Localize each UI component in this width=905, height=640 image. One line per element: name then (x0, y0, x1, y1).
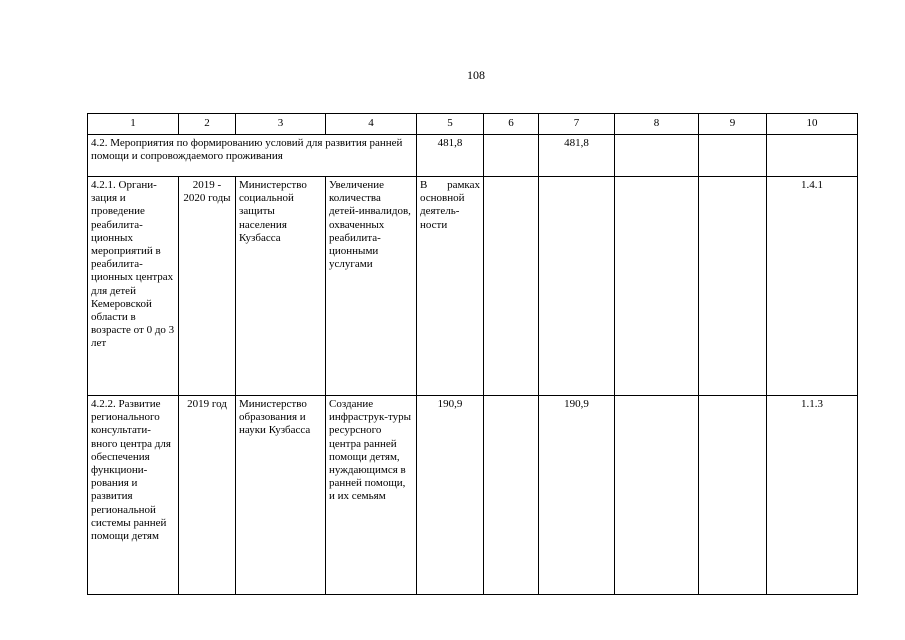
row-executor: Министерство образования и науки Кузбасса (236, 396, 326, 595)
header-cell-5: 5 (417, 114, 484, 135)
row-col10: 1.1.3 (767, 396, 858, 595)
section-col7: 481,8 (539, 135, 615, 177)
section-title: 4.2. Мероприятия по формированию условий для развития ранней помощи и сопровождаемого проживания (88, 135, 417, 177)
row-result: Увеличение количества детей-инвалидов, охваченных реабилита-ционными услугами (326, 177, 417, 396)
header-cell-7: 7 (539, 114, 615, 135)
header-row (88, 114, 858, 135)
row-col6 (484, 396, 539, 595)
table-row (88, 396, 858, 595)
header-cell-9: 9 (699, 114, 767, 135)
table-row (88, 177, 858, 396)
section-col8 (615, 135, 699, 177)
row-col9 (699, 396, 767, 595)
header-cell-6: 6 (484, 114, 539, 135)
row-col8 (615, 177, 699, 396)
section-col9 (699, 135, 767, 177)
header-cell-8: 8 (615, 114, 699, 135)
row-executor: Министерство социальной защиты населения Кузбасса (236, 177, 326, 396)
row-col6 (484, 177, 539, 396)
row-col7: 190,9 (539, 396, 615, 595)
row-name: 4.2.1. Органи-зация и проведение реабилита-ционных мероприятий в реабилита-ционных центрах для детей Кемеровской области в возрасте от 0 до 3 лет (88, 177, 179, 396)
row-col10: 1.4.1 (767, 177, 858, 396)
section-col5: 481,8 (417, 135, 484, 177)
header-cell-3: 3 (236, 114, 326, 135)
section-col6 (484, 135, 539, 177)
header-cell-1: 1 (88, 114, 179, 135)
row-col9 (699, 177, 767, 396)
section-col10 (767, 135, 858, 177)
row-col5: В рамках основной деятель-ности (417, 177, 484, 396)
row-result: Создание инфраструк-туры ресурсного центра ранней помощи детям, нуждающимся в ранней помощи, и их семьям (326, 396, 417, 595)
row-period: 2019 год (179, 396, 236, 595)
header-cell-10: 10 (767, 114, 858, 135)
row-col8 (615, 396, 699, 595)
section-row (88, 135, 858, 177)
page-number: 108 (467, 68, 485, 82)
program-table (87, 113, 858, 595)
header-cell-4: 4 (326, 114, 417, 135)
row-col7 (539, 177, 615, 396)
header-cell-2: 2 (179, 114, 236, 135)
row-col5: 190,9 (417, 396, 484, 595)
row-period: 2019 - 2020 годы (179, 177, 236, 396)
row-name: 4.2.2. Развитие регионального консультати-вного центра для обеспечения функциони-рования и развития региональной системы ранней помощи детям (88, 396, 179, 595)
